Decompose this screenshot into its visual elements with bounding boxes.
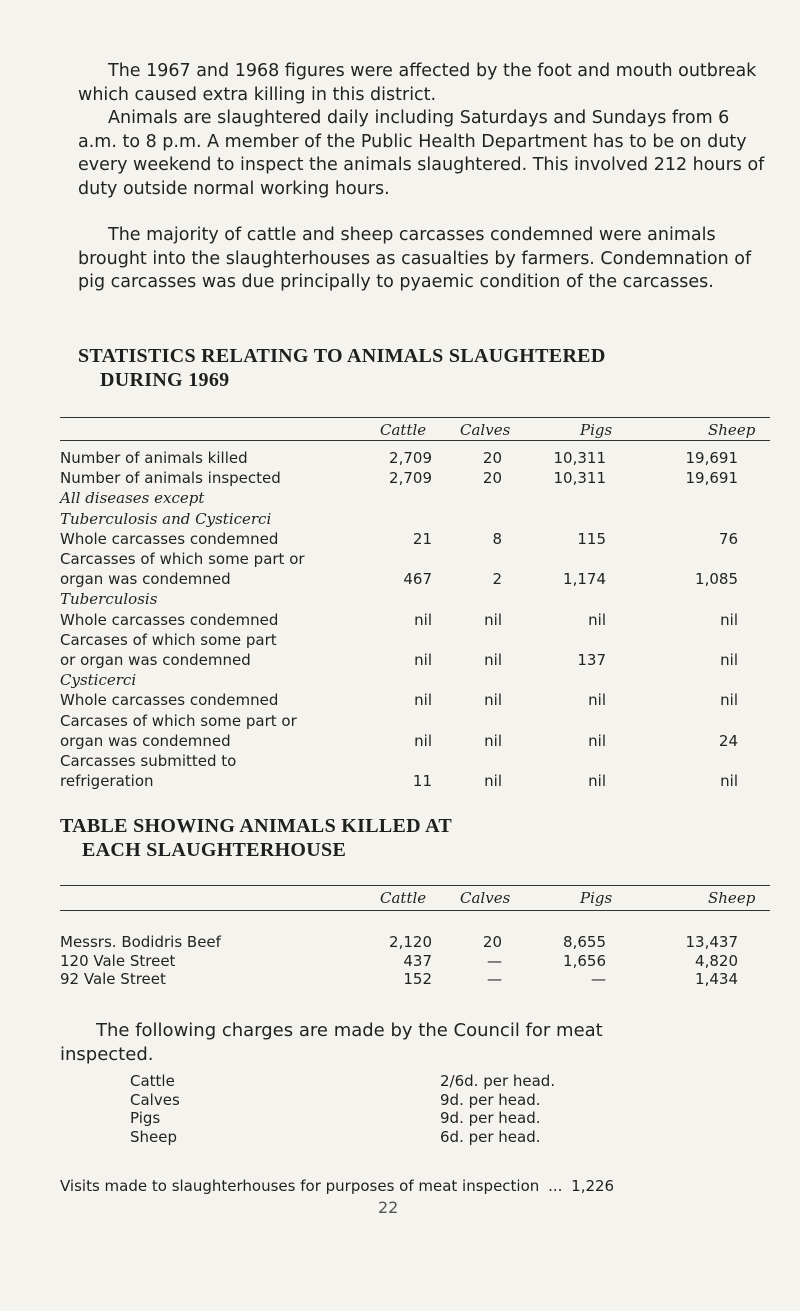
stats-cell: nil (414, 691, 432, 710)
stats-cell: 19,691 (685, 449, 738, 467)
houses-heading (60, 814, 720, 862)
stats-cell: nil (720, 651, 738, 669)
stats-header-rule (60, 440, 770, 441)
houses-cell: — (487, 951, 502, 970)
stats-cell: 20 (482, 449, 502, 467)
houses-cell: 8,655 (563, 933, 606, 951)
stats-cell: nil (414, 610, 432, 629)
houses-row-label: Messrs. Bodidris Beef (60, 933, 221, 951)
stats-cell: 1,085 (695, 570, 738, 589)
stats-row-label: Tuberculosis and Cysticerci (60, 509, 272, 528)
stats-top-rule (60, 417, 770, 418)
stats-cell: 10,311 (553, 449, 606, 467)
visits-value: 1,226 (571, 1177, 615, 1195)
stats-col-header-sheep: Sheep (708, 421, 756, 439)
houses-cell: 1,434 (695, 970, 738, 988)
charge-amount: 6d. per head. (440, 1127, 541, 1146)
charge-row (130, 1127, 541, 1146)
stats-row-label: Carcasses submitted to (60, 752, 237, 770)
stats-row-label: organ was condemned (60, 731, 231, 750)
stats-cell: 137 (577, 651, 606, 669)
stats-row-label: Tuberculosis (60, 590, 158, 609)
houses-cell: 437 (403, 951, 432, 970)
charge-animal: Calves (130, 1090, 180, 1109)
houses-heading-line-1: TABLE SHOWING ANIMALS KILLED AT (60, 815, 452, 837)
houses-cell: 152 (403, 970, 432, 988)
stats-cell: nil (484, 691, 502, 710)
stats-row-label: organ was condemned (60, 570, 231, 589)
charge-amount: 9d. per head. (440, 1109, 541, 1127)
stats-col-header-cattle: Cattle (380, 421, 427, 439)
stats-cell: 19,691 (685, 469, 738, 488)
stats-cell: nil (484, 651, 502, 669)
houses-row-label: 92 Vale Street (60, 970, 166, 988)
charge-row (130, 1090, 541, 1109)
houses-col-header-pigs: Pigs (580, 889, 613, 907)
stats-cell: nil (414, 731, 432, 750)
houses-col-header-sheep: Sheep (708, 889, 756, 907)
stats-cell: 24 (718, 731, 738, 750)
visits-line (60, 1177, 770, 1195)
charge-row (130, 1072, 556, 1090)
houses-cell: 13,437 (685, 933, 738, 951)
stats-col-header-calves: Calves (460, 421, 511, 439)
stats-cell: nil (588, 731, 606, 750)
stats-heading-line-1: STATISTICS RELATING TO ANIMALS SLAUGHTERED (78, 345, 606, 367)
intro-paragraph-1: The 1967 and 1968 figures were affected by the foot and mouth outbreak which caused extra killing in this district. (78, 61, 757, 105)
charge-amount: 2/6d. per head. (440, 1072, 556, 1090)
houses-header-rule (60, 910, 770, 911)
stats-row-label: Whole carcasses condemned (60, 691, 279, 710)
stats-row-label: Cysticerci (60, 671, 137, 690)
houses-cell: 2,120 (389, 933, 432, 951)
stats-row-label: refrigeration (60, 772, 154, 791)
stats-cell: nil (484, 772, 502, 791)
stats-cell: nil (720, 772, 738, 791)
stats-cell: 8 (492, 529, 502, 548)
stats-cell: nil (720, 610, 738, 629)
visits-dots: ... (548, 1177, 563, 1195)
stats-cell: nil (484, 731, 502, 750)
stats-cell: 467 (403, 570, 432, 589)
stats-cell: 76 (718, 529, 738, 548)
stats-cell: 11 (412, 772, 432, 791)
stats-cell: 2,709 (389, 469, 432, 488)
stats-cell: nil (588, 691, 606, 710)
stats-cell: 2,709 (389, 449, 432, 467)
stats-row-label: Whole carcasses condemned (60, 610, 279, 629)
stats-row-label: Number of animals inspected (60, 469, 281, 488)
stats-cell: 2 (492, 570, 502, 589)
stats-cell: nil (588, 610, 606, 629)
charge-row (130, 1109, 541, 1127)
houses-heading-line-2: EACH SLAUGHTERHOUSE (82, 839, 347, 861)
houses-cell: — (487, 970, 502, 988)
stats-row-label: Carcases of which some part or (60, 711, 297, 730)
stats-row-label: Whole carcasses condemned (60, 529, 279, 548)
stats-row-label: Carcasses of which some part or (60, 550, 305, 568)
charge-animal: Sheep (130, 1127, 178, 1146)
houses-row-label: 120 Vale Street (60, 951, 176, 970)
stats-heading-line-2: DURING 1969 (100, 369, 230, 391)
houses-col-header-calves: Calves (460, 889, 511, 907)
stats-cell: nil (484, 610, 502, 629)
houses-col-header-cattle: Cattle (380, 889, 427, 907)
stats-cell: 115 (577, 529, 606, 548)
houses-top-rule (60, 885, 770, 886)
charge-animal: Pigs (130, 1109, 161, 1127)
stats-cell: 1,174 (563, 570, 606, 589)
stats-row-label: Number of animals killed (60, 449, 248, 467)
stats-cell: 20 (482, 469, 502, 488)
charge-amount: 9d. per head. (440, 1090, 541, 1109)
stats-cell: nil (720, 691, 738, 710)
stats-row-label: or organ was condemned (60, 651, 251, 669)
charges-intro-line-2: inspected. (60, 1044, 154, 1065)
stats-row-label: All diseases except (60, 489, 205, 508)
houses-cell: 4,820 (695, 951, 738, 970)
stats-cell: 10,311 (553, 469, 606, 488)
stats-cell: 21 (412, 529, 432, 548)
stats-cell: nil (588, 772, 606, 791)
houses-cell: 1,656 (563, 951, 606, 970)
intro-paragraph-3: The majority of cattle and sheep carcasses condemned were animals brought into the slaughterhouses as casualties by farmers. Condemnation of pig carcasses was due principally to pyaemic condition of the carcasses. (78, 225, 752, 292)
charge-animal: Cattle (130, 1072, 175, 1090)
houses-cell: 20 (482, 933, 502, 951)
page-number: 22 (378, 1198, 399, 1217)
houses-cell: — (591, 970, 606, 988)
charges-intro-line-1: The following charges are made by the Council for meat (96, 1020, 603, 1041)
stats-heading (78, 344, 738, 392)
stats-cell: nil (414, 651, 432, 669)
stats-col-header-pigs: Pigs (580, 421, 613, 439)
intro-paragraph-2: Animals are slaughtered daily including Saturdays and Sundays from 6 a.m. to 8 p.m. A member of the Public Health Department has to be on duty every weekend to inspect the animals slaughtered. This involved 212 hours of duty outside normal working hours. (78, 108, 765, 199)
stats-row-label: Carcases of which some part (60, 630, 277, 649)
visits-label: Visits made to slaughterhouses for purposes of meat inspection (60, 1177, 540, 1195)
